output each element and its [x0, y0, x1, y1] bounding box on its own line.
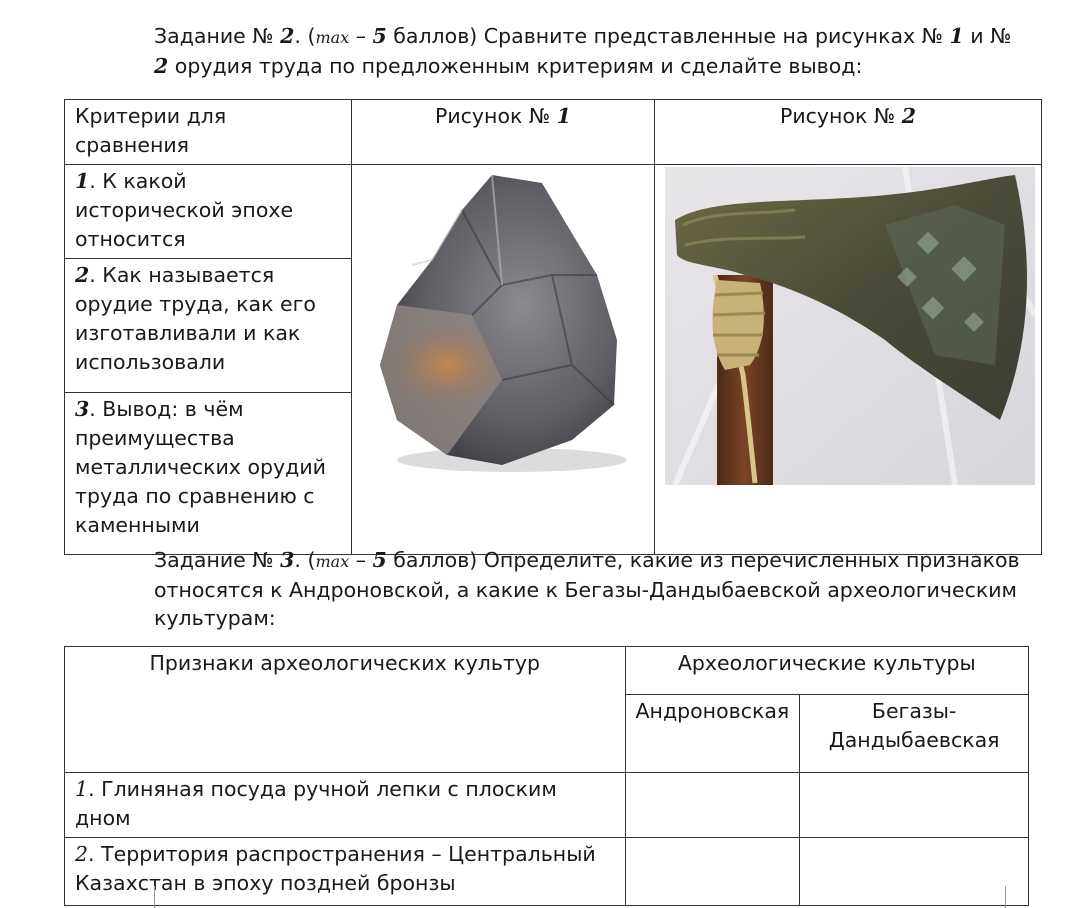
- cultures-table: [64, 646, 1029, 906]
- criteria-row-1: 1. К какой исторической эпохе относится: [65, 165, 352, 259]
- header-signs: Признаки археологических культур: [65, 647, 626, 773]
- header-andronovo: Андроновская: [625, 695, 800, 773]
- header-figure-2: Рисунок № 2: [655, 100, 1042, 165]
- figure-2-cell: [655, 165, 1042, 555]
- answer-cell-1-begazy[interactable]: [800, 773, 1029, 838]
- task2-instruction: Задание № 2. (max – 5 баллов) Сравните представленные на рисунках № 1 и № 2 орудия труда по предложенным критериям и сделайте вывод:: [154, 24, 1012, 78]
- stone-hand-axe-image: [352, 165, 654, 537]
- criteria-row-3: 3. Вывод: в чём преимущества металлических орудий труда по сравнению с каменными: [65, 393, 352, 555]
- header-cultures: Археологические культуры: [625, 647, 1028, 695]
- bronze-axe-image: [655, 165, 1041, 537]
- criteria-row-2: 2. Как называется орудие труда, как его изготавливали и как использовали: [65, 259, 352, 393]
- header-figure-1: Рисунок № 1: [352, 100, 655, 165]
- header-criteria: Критерии для сравнения: [65, 100, 352, 165]
- header-begazy: Бегазы-Дандыбаевская: [800, 695, 1029, 773]
- sign-row-2: 2. Территория распространения – Центральный Казахстан в эпоху поздней бронзы: [65, 838, 626, 906]
- comparison-table: [64, 99, 1042, 555]
- figure-1-cell: [352, 165, 655, 555]
- task3-instruction: Задание № 3. (max – 5 баллов) Определите, какие из перечисленных признаков относятся к Андроновской, а какие к Бегазы-Дандыбаевской археологическим культурам:: [154, 548, 1020, 630]
- table-continuation-lines: [154, 886, 1006, 908]
- answer-cell-1-andronovo[interactable]: [625, 773, 800, 838]
- sign-row-1: 1. Глиняная посуда ручной лепки с плоским дном: [65, 773, 626, 838]
